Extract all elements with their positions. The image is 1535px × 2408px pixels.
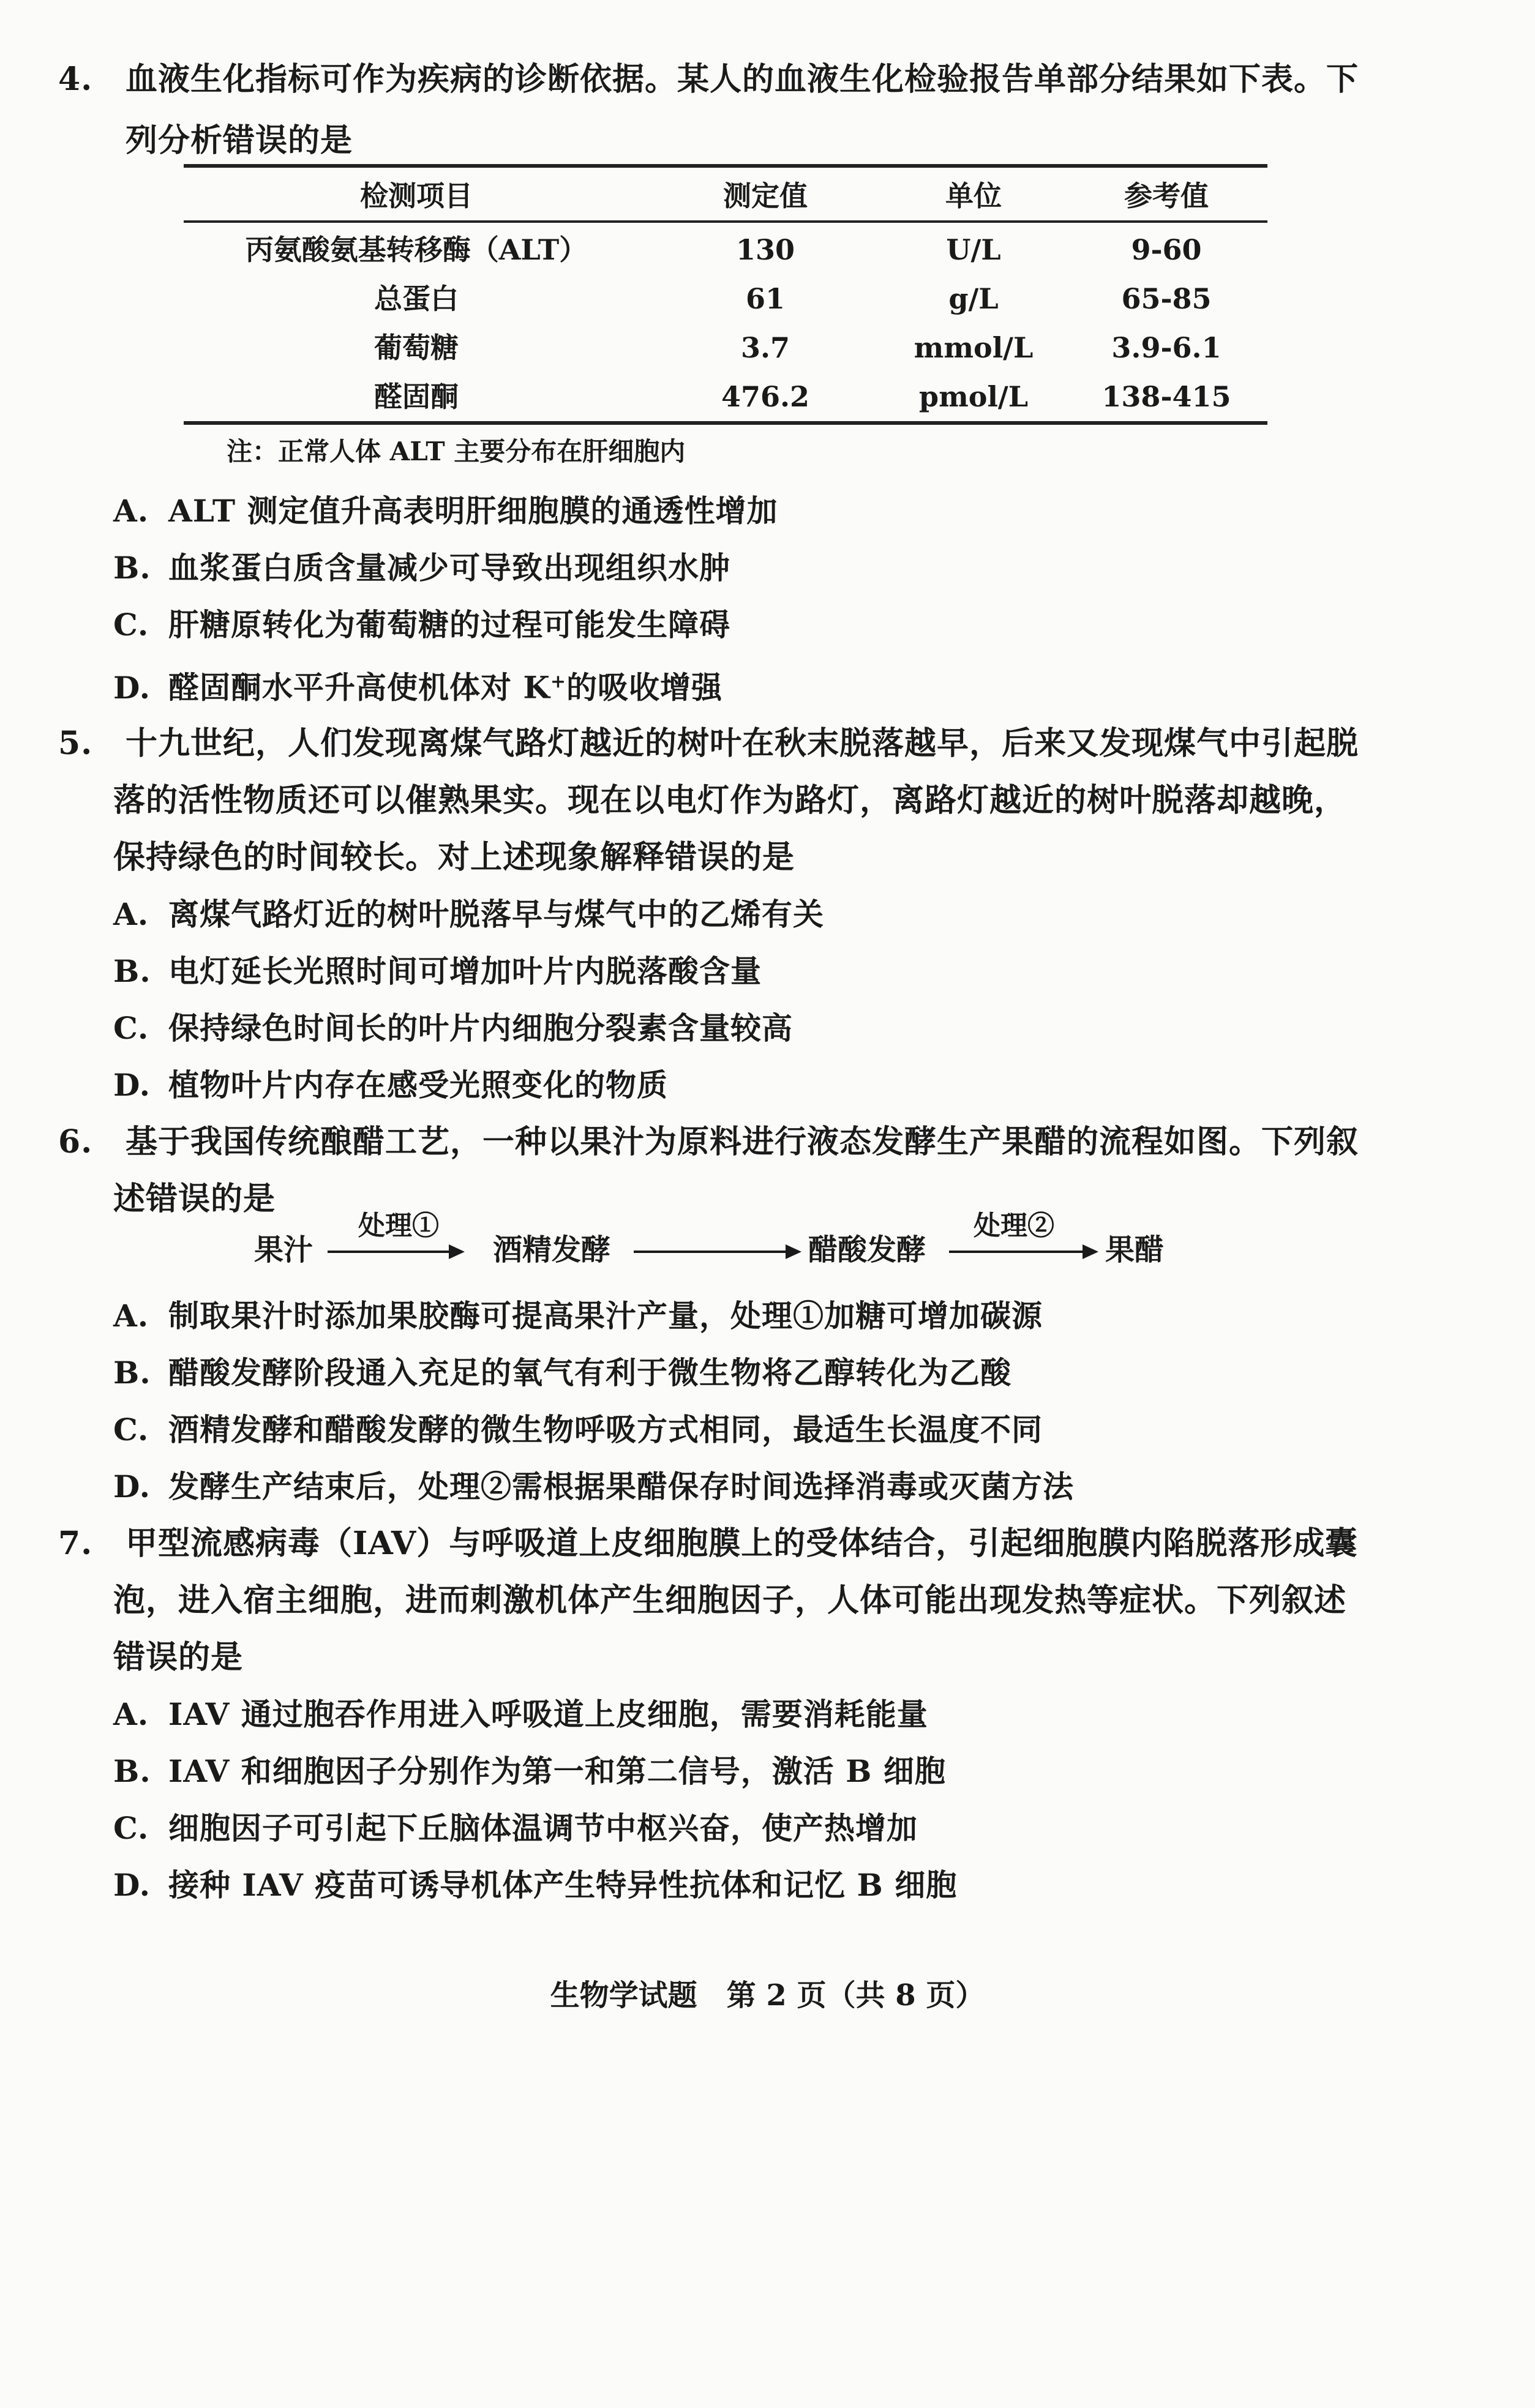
- table-cell: 总蛋白: [374, 282, 459, 315]
- arrow-head-icon: [449, 1244, 465, 1259]
- table-cell: g/L: [948, 282, 999, 315]
- q7-option-b[interactable]: B. IAV 和细胞因子分别作为第一和第二信号，激活 B 细胞: [113, 1753, 946, 1789]
- q4-stem-line1: 4. 血液生化指标可作为疾病的诊断依据。某人的血液生化检验报告单部分结果如下表。下: [58, 58, 1359, 101]
- q6-option-c[interactable]: C. 酒精发酵和醋酸发酵的微生物呼吸方式相同，最适生长温度不同: [113, 1412, 1043, 1448]
- q6-stem-line2: 述错误的是: [113, 1180, 276, 1217]
- flow-node-juice: 果汁: [254, 1233, 313, 1267]
- q4-stem-line2: 列分析错误的是: [126, 122, 353, 159]
- q6-option-b[interactable]: B. 醋酸发酵阶段通入充足的氧气有利于微生物将乙醇转化为乙酸: [113, 1355, 1011, 1391]
- q6-option-a[interactable]: A. 制取果汁时添加果胶酶可提高果汁产量，处理①加糖可增加碳源: [113, 1298, 1043, 1334]
- q5-number: 5.: [58, 725, 93, 762]
- table-cell: 476.2: [721, 380, 810, 413]
- flow-label-treatment-1: 处理①: [358, 1210, 439, 1241]
- table-cell: 醛固酮: [374, 380, 459, 413]
- flow-arrow-2: [634, 1251, 787, 1253]
- table-cell: mmol/L: [914, 331, 1034, 364]
- q6-option-d[interactable]: D. 发酵生产结束后，处理②需根据果醋保存时间选择消毒或灭菌方法: [113, 1468, 1074, 1505]
- q7-stem-line3: 错误的是: [113, 1639, 244, 1676]
- flow-node-alcohol-fermentation: 酒精发酵: [493, 1233, 611, 1267]
- table-header: 参考值: [1124, 179, 1209, 212]
- table-header-rule: [184, 220, 1267, 223]
- q5-stem-line1: 5. 十九世纪，人们发现离煤气路灯越近的树叶在秋末脱落越早，后来又发现煤气中引起脱: [58, 722, 1359, 765]
- q6-number: 6.: [58, 1123, 93, 1161]
- flow-arrow-3: [949, 1251, 1084, 1253]
- q5-stem-line2: 落的活性物质还可以催熟果实。现在以电灯作为路灯，离路灯越近的树叶脱落却越晚，: [113, 782, 1347, 819]
- table-row: [184, 225, 1267, 274]
- q7-number: 7.: [58, 1525, 93, 1562]
- table-header: 单位: [945, 179, 1002, 212]
- flow-arrow-1: [328, 1251, 450, 1253]
- arrow-head-icon: [786, 1244, 801, 1259]
- q5-option-c[interactable]: C. 保持绿色时间长的叶片内细胞分裂素含量较高: [113, 1010, 793, 1046]
- table-row: [184, 274, 1267, 323]
- table-header-row: [184, 171, 1267, 220]
- q4-option-a[interactable]: A. ALT 测定值升高表明肝细胞膜的通透性增加: [113, 493, 778, 529]
- q5-option-d[interactable]: D. 植物叶片内存在感受光照变化的物质: [113, 1067, 668, 1103]
- q5-option-b[interactable]: B. 电灯延长光照时间可增加叶片内脱落酸含量: [113, 953, 762, 989]
- table-cell: pmol/L: [918, 380, 1029, 413]
- flow-label-treatment-2: 处理②: [974, 1210, 1054, 1241]
- q4-option-b[interactable]: B. 血浆蛋白质含量减少可导致出现组织水肿: [113, 550, 730, 586]
- q6-stem-line1: 6. 基于我国传统酿醋工艺，一种以果汁为原料进行液态发酵生产果醋的流程如图。下列叙: [58, 1121, 1359, 1164]
- table-cell: 丙氨酸氨基转移酶（ALT）: [245, 233, 588, 266]
- q7-stem-line2: 泡，进入宿主细胞，进而刺激机体产生细胞因子，人体可能出现发热等症状。下列叙述: [113, 1582, 1347, 1619]
- table-cell: 65-85: [1121, 282, 1212, 315]
- q5-stem-line3: 保持绿色的时间较长。对上述现象解释错误的是: [113, 839, 795, 876]
- table-cell: 130: [735, 233, 795, 266]
- table-cell: U/L: [946, 233, 1001, 266]
- table-cell: 61: [745, 282, 785, 315]
- flow-node-acetic-fermentation: 醋酸发酵: [808, 1233, 926, 1267]
- q4-option-d[interactable]: D. 醛固酮水平升高使机体对 K+的吸收增强: [113, 669, 723, 706]
- q4-number: 4.: [58, 61, 93, 98]
- table-row: [184, 323, 1267, 372]
- table-cell: 葡萄糖: [374, 331, 459, 364]
- table-header: 检测项目: [360, 179, 473, 212]
- flow-node-vinegar: 果醋: [1105, 1233, 1165, 1267]
- page-footer: 生物学试题 第 2 页（共 8 页）: [550, 1978, 985, 2013]
- q7-option-a[interactable]: A. IAV 通过胞吞作用进入呼吸道上皮细胞，需要消耗能量: [113, 1696, 928, 1732]
- arrow-head-icon: [1083, 1244, 1098, 1259]
- table-row: [184, 372, 1267, 421]
- table-top-rule: [184, 164, 1267, 168]
- q4-option-c[interactable]: C. 肝糖原转化为葡萄糖的过程可能发生障碍: [113, 607, 730, 643]
- q7-option-d[interactable]: D. 接种 IAV 疫苗可诱导机体产生特异性抗体和记忆 B 细胞: [113, 1867, 958, 1903]
- q7-stem-line1: 7. 甲型流感病毒（IAV）与呼吸道上皮细胞膜上的受体结合，引起细胞膜内陷脱落形成囊: [58, 1522, 1357, 1565]
- q5-option-a[interactable]: A. 离煤气路灯近的树叶脱落早与煤气中的乙烯有关: [113, 896, 824, 932]
- table-cell: 9-60: [1131, 233, 1202, 266]
- table-header: 测定值: [723, 179, 808, 212]
- table-note: 注：正常人体 ALT 主要分布在肝细胞内: [227, 436, 686, 466]
- table-cell: 138-415: [1102, 380, 1231, 413]
- table-cell: 3.9-6.1: [1111, 331, 1222, 364]
- table-bottom-rule: [184, 421, 1267, 425]
- table-cell: 3.7: [740, 331, 790, 364]
- q7-option-c[interactable]: C. 细胞因子可引起下丘脑体温调节中枢兴奋，使产热增加: [113, 1810, 918, 1846]
